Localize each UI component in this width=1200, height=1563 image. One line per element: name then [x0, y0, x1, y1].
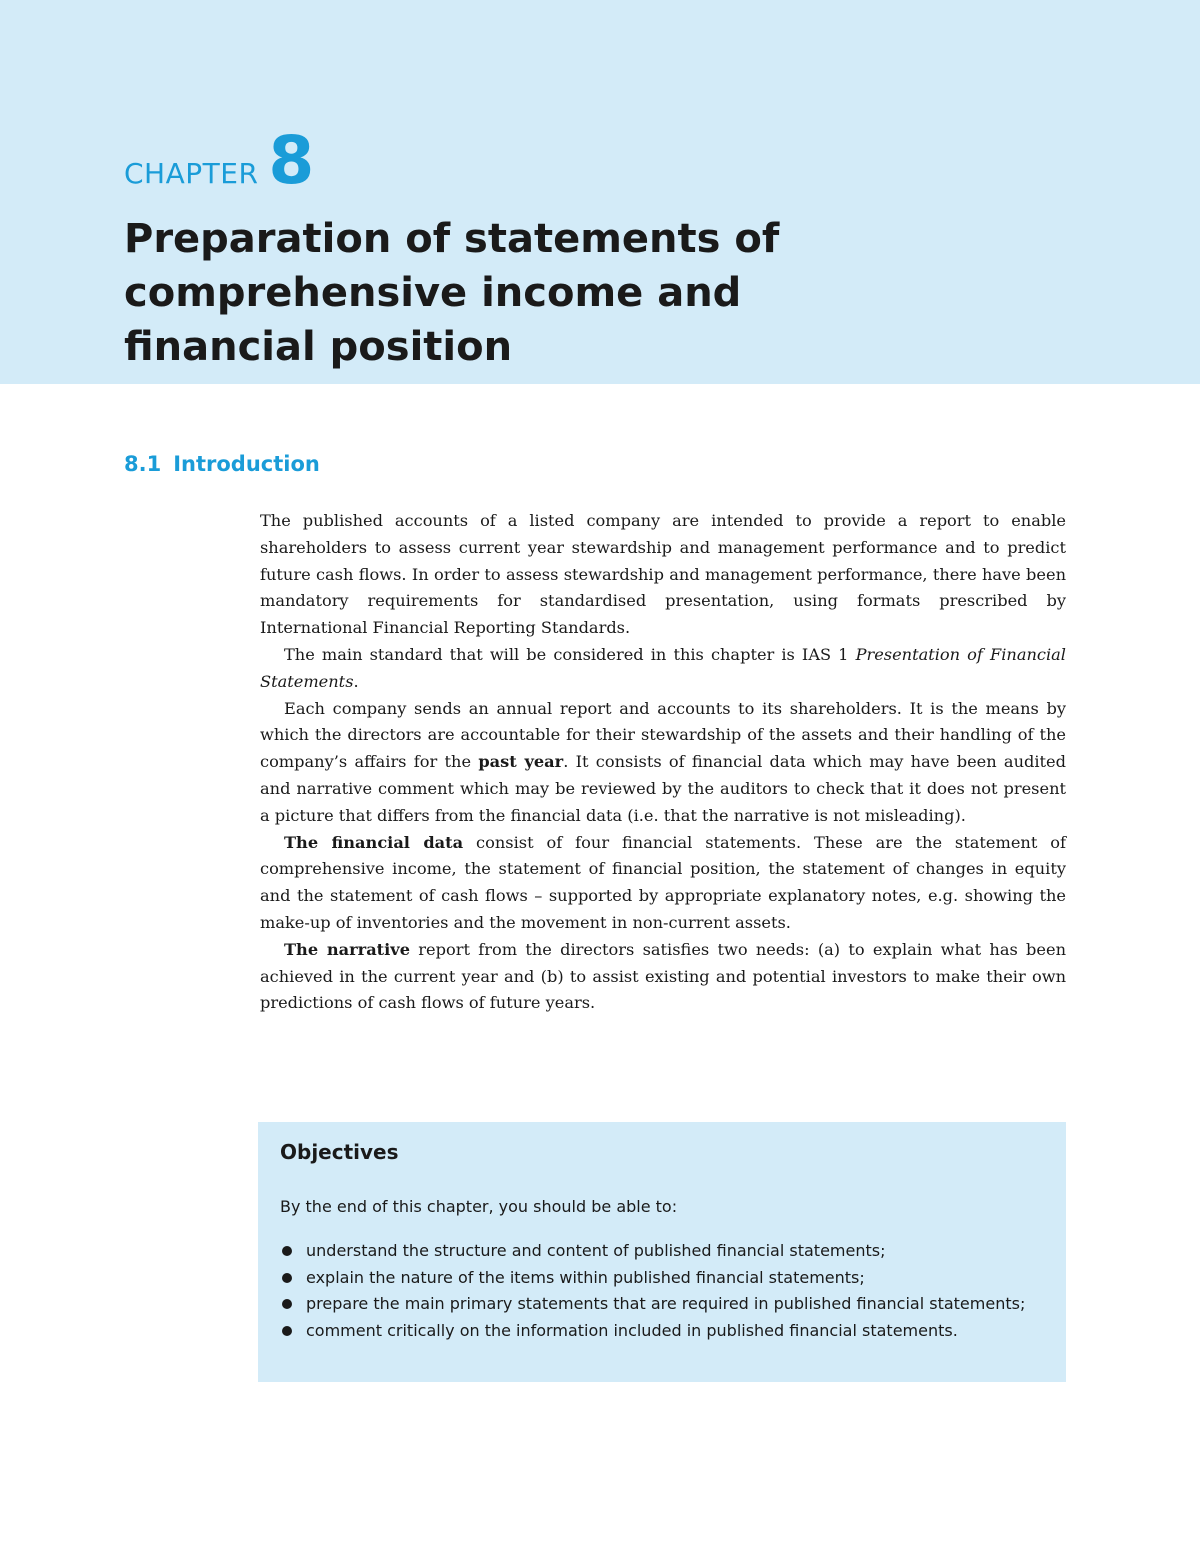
list-item: [280, 1238, 1046, 1265]
bullet-icon: [282, 1299, 292, 1309]
objectives-intro: By the end of this chapter, you should be able to:: [280, 1197, 678, 1216]
objective-text: comment critically on the information included in published financial statements.: [306, 1320, 958, 1340]
chapter-word: CHAPTER: [124, 157, 259, 190]
paragraph-3: [260, 696, 1066, 830]
objectives-box: [258, 1122, 1066, 1382]
bullet-icon: [282, 1273, 292, 1283]
paragraph-2-text: The main standard that will be considered in this chapter is IAS 1: [284, 644, 856, 664]
paragraph-1: The published accounts of a listed company are intended to provide a report to enable shareholders to assess current year stewardship and management performance and to predict future cash flows. In order to assess stewardship and management performance, there have been mandatory requirements for standardised presentation, using formats prescribed by International Financial Reporting Standards.: [260, 511, 1066, 638]
chapter-title-line: Preparation of statements of: [124, 216, 780, 262]
chapter-number: 8: [268, 122, 315, 199]
chapter-title: [124, 212, 1024, 374]
list-item: [280, 1291, 1046, 1318]
paragraph-2-end: .: [353, 671, 359, 691]
objective-text: explain the nature of the items within published financial statements;: [306, 1267, 865, 1287]
objectives-list: [280, 1238, 1046, 1344]
paragraph-2: [260, 642, 1066, 696]
bullet-icon: [282, 1246, 292, 1256]
chapter-label: [124, 122, 315, 199]
bullet-icon: [282, 1326, 292, 1336]
section-number: 8.1: [124, 452, 162, 476]
chapter-header-band: [0, 0, 1200, 384]
objective-text: prepare the main primary statements that are required in published financial statements;: [306, 1294, 1026, 1313]
section-heading: [124, 452, 320, 476]
introduction-body: [260, 508, 1066, 1017]
chapter-title-line: financial position: [124, 324, 513, 370]
section-title: Introduction: [173, 452, 320, 476]
paragraph-4-text: consist of four financial statements. These are the statement of comprehensive income, the statement of financial position, the statement of changes in equity and the statement of cash flows – supported by appropriate explanatory notes, e.g. showing the make-up of inventories and the movement in non-current assets.: [260, 832, 1066, 932]
emphasis-narrative: The narrative: [284, 939, 411, 959]
paragraph-3-text: Each company sends an annual report and accounts to its shareholders. It is the means by which the directors are accountable for their stewardship of the assets and their handling of the company’s affairs for the: [260, 698, 1066, 772]
paragraph-4: [260, 830, 1066, 937]
paragraph-5: [260, 937, 1066, 1017]
chapter-title-line: comprehensive income and: [124, 270, 742, 316]
objective-text: understand the structure and content of published financial statements;: [306, 1241, 886, 1260]
list-item: [280, 1318, 1046, 1345]
objectives-title: Objectives: [280, 1140, 399, 1164]
list-item: [280, 1265, 1046, 1292]
paragraph-5-text: report from the directors satisfies two needs: (a) to explain what has been achieved in the current year and (b) to assist existing and potential investors to make their own predictions of cash flows of future years.: [260, 939, 1066, 1013]
emphasis-financial-data: The financial data: [284, 832, 464, 852]
emphasis-past-year: past year: [478, 752, 564, 772]
paragraph-3-end: . It consists of financial data which may have been audited and narrative comment which may be reviewed by the auditors to check that it does not present a picture that differs from the financial data (i.e. that the narrative is not misleading).: [260, 752, 1066, 825]
standard-title: Presentation of Financial Statements: [260, 644, 1066, 691]
